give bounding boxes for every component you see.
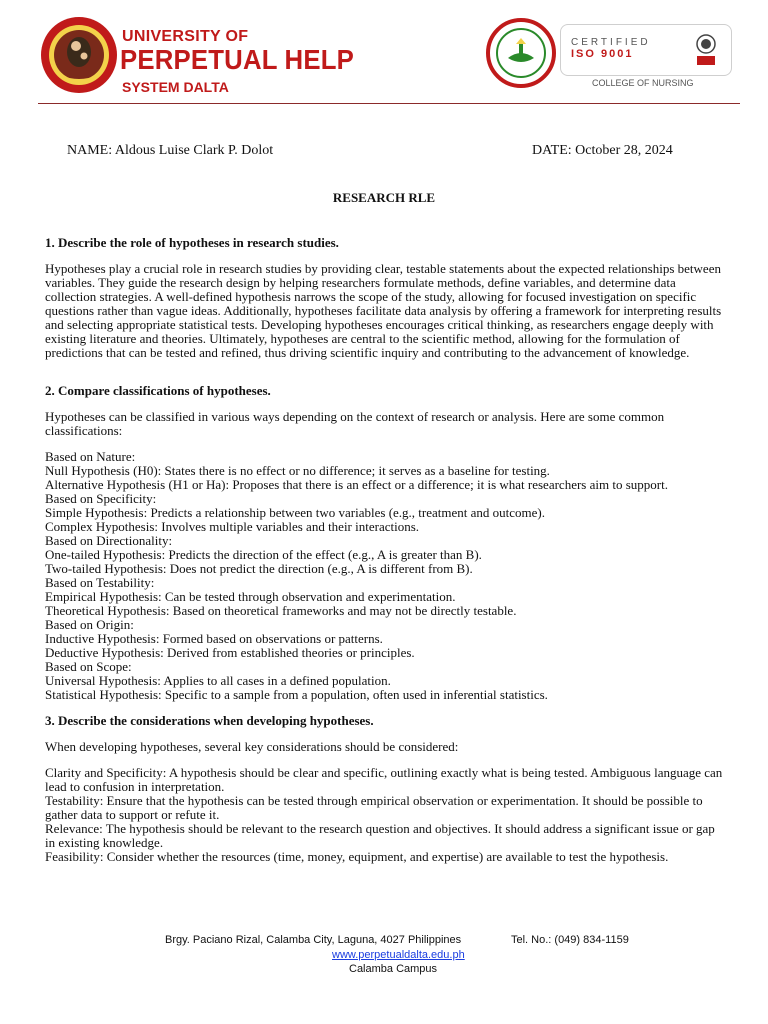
question-1-heading: 1. Describe the role of hypotheses in research studies. (45, 235, 339, 250)
list-item: Based on Scope: (45, 659, 132, 674)
list-item: Theoretical Hypothesis: Based on theoretical frameworks and may not be directly testable. (45, 603, 517, 618)
list-item: Based on Specificity: (45, 491, 157, 506)
college-label: COLLEGE OF NURSING (592, 78, 694, 88)
list-item: Based on Origin: (45, 617, 134, 632)
question-3-intro: When developing hypotheses, several key considerations should be considered: (45, 739, 459, 754)
student-name: NAME: Aldous Luise Clark P. Dolot (67, 143, 274, 158)
document-title: RESEARCH RLE (332, 190, 436, 205)
list-item: Based on Nature: (45, 449, 136, 464)
list-item: Two-tailed Hypothesis: Does not predict the direction (e.g., A is different from B). (45, 561, 473, 576)
college-of-nursing-seal-logo (486, 18, 556, 88)
list-item: Relevance: The hypothesis should be relevant to the research question and objectives. It should address a significant issue or gap in existing knowledge. (45, 821, 715, 850)
list-item: Testability: Ensure that the hypothesis can be tested through empirical observation or experimentation. It should be possible to gather data to support or refute it. (45, 793, 703, 822)
considerations-list (45, 766, 725, 864)
question-2-intro: Hypotheses can be classified in various ways depending on the context of research or analysis. Here are some common classifications: (45, 409, 665, 438)
document-date: DATE: October 28, 2024 (532, 143, 673, 158)
footer-campus: Calamba Campus (349, 963, 438, 975)
question-2-heading: 2. Compare classifications of hypotheses. (45, 383, 271, 398)
bureau-veritas-logo (693, 33, 719, 67)
list-item: Statistical Hypothesis: Specific to a sample from a population, often used in inferential statistics. (45, 687, 548, 702)
list-item: Based on Directionality: (45, 533, 173, 548)
document-body (45, 236, 725, 876)
list-item: Clarity and Specificity: A hypothesis should be clear and specific, outlining exactly what is being tested. Ambiguous language can lead to confusion in interpretation. (45, 765, 723, 794)
list-item: Deductive Hypothesis: Derived from established theories or principles. (45, 645, 415, 660)
header-divider (38, 103, 740, 104)
university-name-line1: UNIVERSITY OF (122, 28, 249, 45)
iso-certification-badge (560, 24, 732, 76)
list-item: Simple Hypothesis: Predicts a relationship between two variables (e.g., treatment and outcome). (45, 505, 546, 520)
university-name-line2: PERPETUAL HELP (120, 44, 354, 75)
list-item: Null Hypothesis (H0): States there is no effect or no difference; it serves as a baseline for testing. (45, 463, 550, 478)
list-item: One-tailed Hypothesis: Predicts the direction of the effect (e.g., A is greater than B). (45, 547, 482, 562)
list-item: Feasibility: Consider whether the resources (time, money, equipment, and expertise) are available to test the hypothesis. (45, 849, 669, 864)
university-name-line3: SYSTEM DALTA (122, 79, 229, 95)
list-item: Complex Hypothesis: Involves multiple variables and their interactions. (45, 519, 420, 534)
list-item: Universal Hypothesis: Applies to all cases in a defined population. (45, 673, 391, 688)
university-seal-logo (40, 16, 118, 94)
page-header (0, 0, 768, 110)
list-item: Alternative Hypothesis (H1 or Ha): Proposes that there is an effect or a difference; it is what researchers aim to support. (45, 477, 668, 492)
question-3-heading: 3. Describe the considerations when developing hypotheses. (45, 713, 374, 728)
iso-label: ISO 9001 (571, 48, 634, 60)
list-item: Empirical Hypothesis: Can be tested through observation and experimentation. (45, 589, 456, 604)
list-item: Based on Testability: (45, 575, 155, 590)
footer-telephone: Tel. No.: (049) 834-1159 (511, 934, 629, 946)
footer-address: Brgy. Paciano Rizal, Calamba City, Laguna, 4027 Philippines (165, 934, 462, 946)
website-link[interactable]: www.perpetualdalta.edu.ph (332, 949, 465, 961)
list-item: Inductive Hypothesis: Formed based on observations or patterns. (45, 631, 383, 646)
question-1-answer: Hypotheses play a crucial role in research studies by providing clear, testable statements about the expected relationships between variables. They guide the research design by helping researchers formulate methods, define variables, and determine data collection strategies. A well-defined hypothesis narrows the scope of the study, allowing for focused investigation on specific questions rather than vague ideas. Additionally, hypotheses facilitate data analysis by offering a framework for interpreting results and selecting appropriate statistical tests. Developing hypotheses encourages critical thinking, as researchers engage deeply with existing literature and theories. Ultimately, hypotheses are central to the scientific method, allowing for the formulation of predictions that can be tested and refined, thus driving scientific inquiry and contributing to the advancement of knowledge. (45, 261, 722, 360)
certified-label: CERTIFIED (571, 37, 651, 48)
classification-list (45, 450, 725, 702)
